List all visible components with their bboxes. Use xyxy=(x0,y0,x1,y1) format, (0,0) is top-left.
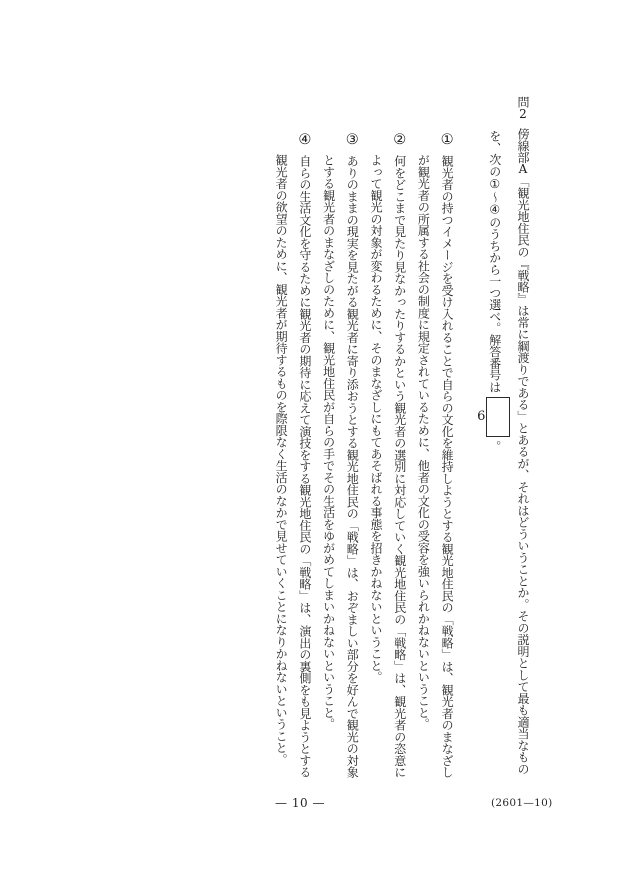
answer-number-box xyxy=(477,397,510,437)
question-stem xyxy=(477,96,534,786)
option-4-marker-icon: ④ xyxy=(296,132,313,148)
question-label-kanji: 問 xyxy=(516,96,530,108)
page-number: — 10 — xyxy=(275,796,325,810)
question-body-text: 「観光地住民の『戦略』は常に綱渡りである」とあるが、それはどういうことか。その説明として最も適当なものを、次の xyxy=(487,130,530,775)
question-tail-text: のうちから一つ選べ。解答番号は xyxy=(487,216,502,393)
option-1-text: 観光者の持つイメージを受け入れることで自らの文化を維持しようとする観光地住民の「戦略」は、観光者のまなざしが観光者の所属する社会の制度に規定されているために、他者の文化の受容を強いられかねないということ。 xyxy=(416,154,455,778)
option-4 xyxy=(268,96,315,786)
option-3-marker-icon: ③ xyxy=(344,132,361,148)
question-closing-period: 。 xyxy=(487,440,502,453)
option-1-marker-icon: ① xyxy=(439,132,456,148)
option-1 xyxy=(411,96,458,786)
document-code: (2601—10) xyxy=(491,797,553,809)
question-lead-text: 傍線部 xyxy=(516,128,530,164)
underline-reference-letter: A xyxy=(518,163,528,176)
option-3-text: ありのままの現実を見たがる観光者に寄り添おうとする観光地住民の「戦略」は、おぞましい部分を好んで観光の対象とする観光者のまなざしのために、観光地住民が自らの手でその生活をゆがめてしまいかねないということ。 xyxy=(321,154,360,778)
option-2-text: 何をどこまで見たり見なかったりするかという観光者の選別に対応していく観光地住民の「戦略」は、観光者の恣意によって観光の対象が変わるために、そのまなざしにもてあそばれる事態を招きかねないということ。 xyxy=(368,154,407,778)
question-number-label xyxy=(516,96,530,120)
question-2-section xyxy=(268,96,534,786)
option-3 xyxy=(316,96,363,786)
answer-number: 6 xyxy=(477,408,486,424)
option-2-marker-icon: ② xyxy=(391,132,408,148)
option-4-text: 自らの生活文化を守るために観光者の期待に応えて演技をする観光地住民の「戦略」は、演出の裏側をも見ようとする観光者の欲望のために、観光者が期待するものを際限なく生活のなかで見せていくことになりかねないということ。 xyxy=(274,154,312,778)
choice-range-text: ①～④ xyxy=(487,177,502,217)
question-label-digit: 2 xyxy=(519,108,527,120)
option-2 xyxy=(363,96,410,786)
